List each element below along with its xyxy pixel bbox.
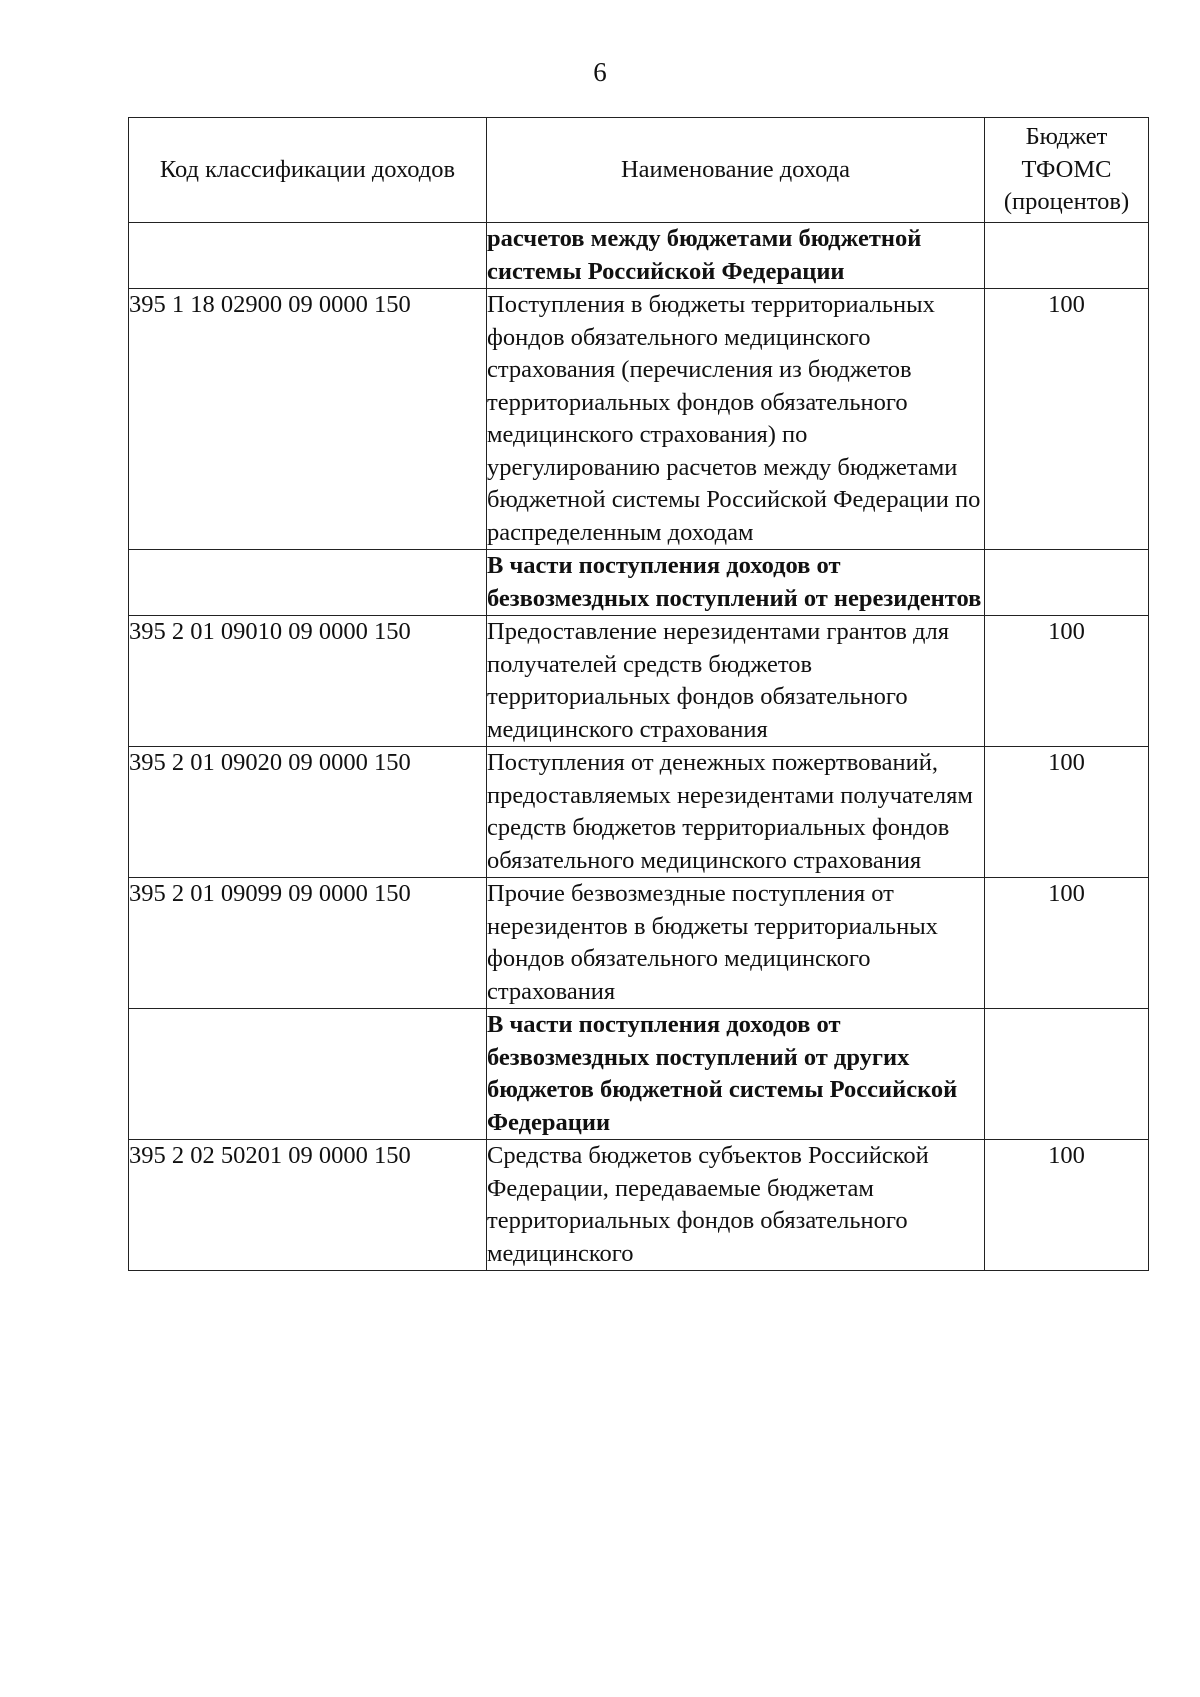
code-cell: 395 2 01 09010 09 0000 150: [129, 616, 487, 747]
name-cell: Средства бюджетов субъектов Российской Федерации, передаваемые бюджетам территориальных фондов обязательного медицинского: [487, 1140, 985, 1271]
name-cell: Поступления от денежных пожертвований, предоставляемых нерезидентами получателям средств бюджетов территориальных фондов обязательного медицинского страхования: [487, 747, 985, 878]
header-name: Наименование дохода: [487, 118, 985, 223]
section-title: В части поступления доходов от безвозмездных поступлений от других бюджетов бюджетной системы Российской Федерации: [487, 1009, 985, 1140]
percent-cell: [985, 550, 1149, 616]
table-row: [129, 747, 1149, 878]
name-cell: Прочие безвозмездные поступления от нерезидентов в бюджеты территориальных фондов обязательного медицинского страхования: [487, 878, 985, 1009]
code-cell: [129, 550, 487, 616]
percent-cell: 100: [985, 747, 1149, 878]
percent-cell: [985, 223, 1149, 289]
section-row: [129, 223, 1149, 289]
page-number: 6: [593, 57, 607, 87]
code-cell: 395 1 18 02900 09 0000 150: [129, 289, 487, 550]
name-cell: Предоставление нерезидентами грантов для получателей средств бюджетов территориальных фондов обязательного медицинского страхования: [487, 616, 985, 747]
header-percent: Бюджет ТФОМС (процентов): [985, 118, 1149, 223]
section-title: В части поступления доходов от безвозмездных поступлений от нерезидентов: [487, 550, 985, 616]
table-row: [129, 289, 1149, 550]
code-cell: 395 2 02 50201 09 0000 150: [129, 1140, 487, 1271]
section-row: [129, 1009, 1149, 1140]
table-row: [129, 616, 1149, 747]
percent-cell: 100: [985, 289, 1149, 550]
table-row: [129, 878, 1149, 1009]
percent-cell: 100: [985, 1140, 1149, 1271]
percent-cell: [985, 1009, 1149, 1140]
percent-cell: 100: [985, 878, 1149, 1009]
income-classification-table: [128, 117, 1149, 1271]
code-cell: 395 2 01 09099 09 0000 150: [129, 878, 487, 1009]
table-body: [129, 223, 1149, 1271]
header-code: Код классификации доходов: [129, 118, 487, 223]
table-header: [129, 118, 1149, 223]
section-row: [129, 550, 1149, 616]
percent-cell: 100: [985, 616, 1149, 747]
table-row: [129, 1140, 1149, 1271]
header-row: [129, 118, 1149, 223]
name-cell: Поступления в бюджеты территориальных фондов обязательного медицинского страхования (перечисления из бюджетов территориальных фондов обязательного медицинского страхования) по урегулированию расчетов между бюджетами бюджетной системы Российской Федерации по распределенным доходам: [487, 289, 985, 550]
code-cell: [129, 223, 487, 289]
code-cell: 395 2 01 09020 09 0000 150: [129, 747, 487, 878]
code-cell: [129, 1009, 487, 1140]
section-title: расчетов между бюджетами бюджетной системы Российской Федерации: [487, 223, 985, 289]
